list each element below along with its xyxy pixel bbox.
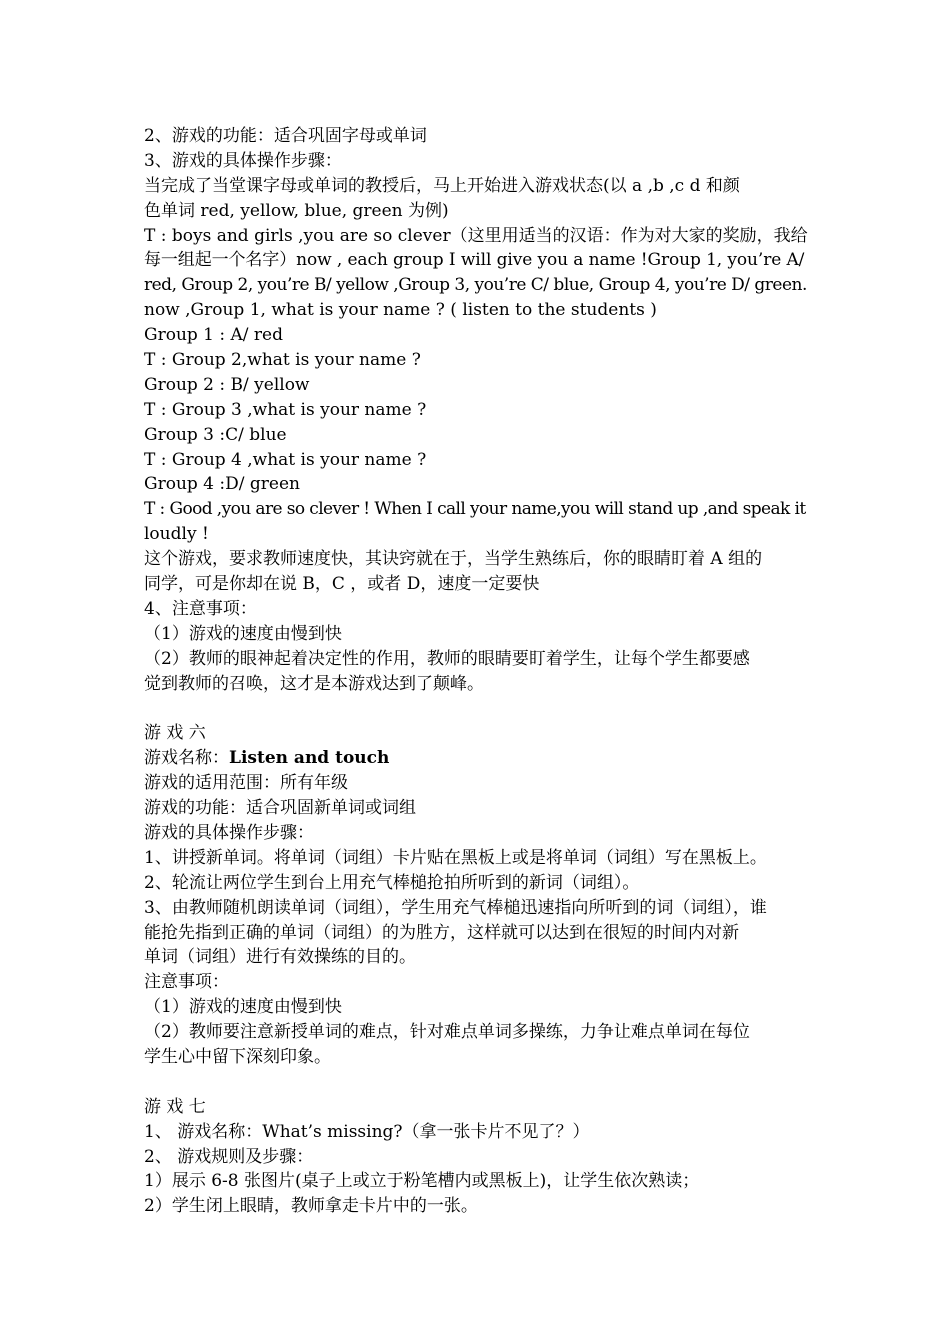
text-line: 当完成了当堂课字母或单词的教授后，马上开始进入游戏状态(以 a ,b ,c d 和颜 — [144, 175, 740, 196]
section-title: 游 戏 六 — [144, 723, 206, 744]
text-line: 2）学生闭上眼睛，教师拿走卡片中的一张。 — [144, 1196, 478, 1217]
game-name-value: Listen and touch — [229, 748, 390, 769]
text-line: Group 3 :C/ blue — [144, 424, 287, 445]
text-line: 觉到教师的召唤，这才是本游戏达到了颠峰。 — [144, 673, 484, 694]
text-line: 色单词 red, yellow, blue, green 为例) — [144, 200, 449, 221]
text-line: 1、讲授新单词。将单词（词组）卡片贴在黑板上或是将单词（词组）写在黑板上。 — [144, 847, 767, 868]
text-line: 2、游戏的功能：适合巩固字母或单词 — [144, 126, 427, 146]
text-line: T : Good ,you are so clever ! When I call your name,you will stand up ,and speak it — [144, 499, 806, 520]
text-line: 1、 游戏名称：What’s missing?（拿一张卡片不见了？） — [144, 1121, 590, 1142]
blank-line — [144, 1070, 810, 1095]
text-line: 游戏的具体操作步骤： — [144, 822, 314, 843]
game-name-label: 游戏名称： — [144, 748, 229, 769]
text-line: 游戏的功能：适合巩固新单词或词组 — [144, 798, 416, 819]
text-line: 1）展示 6-8 张图片(桌子上或立于粉笔槽内或黑板上)，让学生依次熟读； — [144, 1171, 700, 1192]
text-line: （1）游戏的速度由慢到快 — [144, 623, 342, 644]
text-line: 3、游戏的具体操作步骤： — [144, 150, 342, 171]
blank-line — [144, 696, 810, 721]
text-line: 单词（词组）进行有效操练的目的。 — [144, 947, 416, 968]
section-title: 游 戏 七 — [144, 1096, 206, 1117]
text-line: 3、由教师随机朗读单词（词组），学生用充气棒槌迅速指向所听到的词（词组），谁 — [144, 897, 767, 918]
text-line: 同学，可是你却在说 B，C ，或者 D，速度一定要快 — [144, 574, 540, 595]
text-line: （2）教师的眼神起着决定性的作用，教师的眼睛要盯着学生，让每个学生都要感 — [144, 648, 750, 669]
text-line: 游戏的适用范围：所有年级 — [144, 773, 348, 794]
text-line: now ,Group 1, what is your name ? ( listen to the students ) — [144, 300, 657, 321]
text-line: Group 2 : B/ yellow — [144, 374, 310, 395]
text-line: T : Group 3 ,what is your name ? — [144, 399, 427, 420]
text-line: （1）游戏的速度由慢到快 — [144, 997, 342, 1018]
text-line: T : boys and girls ,you are so clever（这里用适当的汉语：作为对大家的奖励，我给 — [144, 225, 808, 246]
text-line: （2）教师要注意新授单词的难点，针对难点单词多操练，力争让难点单词在每位 — [144, 1022, 750, 1043]
text-line: 学生心中留下深刻印象。 — [144, 1046, 331, 1067]
text-line: Group 4 :D/ green — [144, 474, 300, 495]
game-name-line — [144, 746, 810, 771]
text-line: 能抢先指到正确的单词（词组）的为胜方，这样就可以达到在很短的时间内对新 — [144, 922, 739, 943]
text-line: 这个游戏，要求教师速度快，其诀窍就在于，当学生熟练后，你的眼睛盯着 A 组的 — [144, 549, 763, 570]
text-line: 2、 游戏规则及步骤： — [144, 1146, 314, 1167]
section-heading: 4、注意事项： — [144, 598, 257, 619]
text-line: 2、轮流让两位学生到台上用充气棒槌抢拍所听到的新词（词组）。 — [144, 872, 640, 893]
text-line: loudly ! — [144, 524, 209, 545]
document-page — [144, 124, 810, 1219]
text-line: red, Group 2, you’re B/ yellow ,Group 3, you’re C/ blue, Group 4, you’re D/ green. — [144, 275, 807, 296]
text-line: T : Group 4 ,what is your name ? — [144, 449, 427, 470]
text-line: Group 1 : A/ red — [144, 325, 284, 346]
section-heading: 注意事项： — [144, 972, 229, 993]
text-line: 每一组起一个名字）now , each group I will give you a name !Group 1, you’re A/ — [144, 250, 805, 271]
text-line: T : Group 2,what is your name ? — [144, 350, 421, 371]
